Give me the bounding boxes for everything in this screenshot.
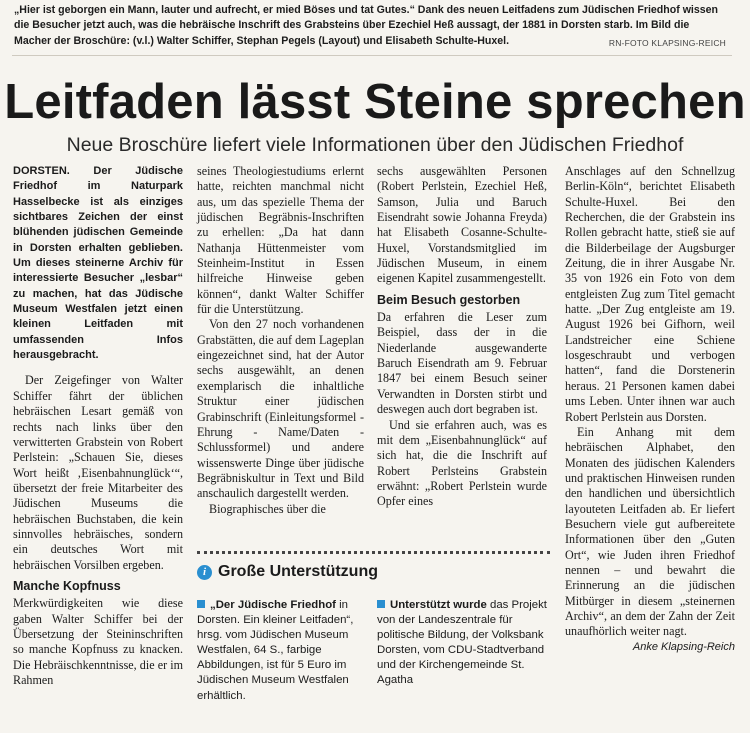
article-column-3 bbox=[377, 164, 547, 510]
caption-text: „Hier ist geborgen ein Mann, lauter und aufrecht, er mied Böses und tat Gutes.“ Dank des neuen Leitfadens zum Jüdischen Friedhof wissen die Besucher jetzt auch, was die hebräische Inschrift des Grabsteins über Ezechiel Heß aussagt, der 1881 in Dorsten starb. Im Bild die Macher der Broschüre: (v.l.) Walter Schiffer, Stephan Pegels (Layout) und Elisabeth Schulte-Huxel. bbox=[14, 4, 719, 47]
section-heading: Beim Besuch gestorben bbox=[377, 292, 521, 307]
paragraph: Von den 27 noch vorhandenen Grabstätten, die auf dem Lageplan eingezeichnet sind, hat der Autor sechs ausgewählt, an denen exemplarisch die inhaltliche Struktur einer jüdischen Grabinschrift (Einleitungsformel - Ehrung - Name/Daten - Schlussformel) und andere wissenswerte Dinge über jüdische Begräbniskultur in Text und Bild anschaulich dargestellt werden. bbox=[197, 317, 364, 501]
paragraph: Anschlages auf den Schnellzug Berlin-Köln“, berichtet Elisabeth Schulte-Huxel. Bei den Recherchen, die der Grabstein ins Rollen gebracht hatte, stieß sie auf die Bilderbeilage der Augsburger Zeitung, die in ihrer Ausgabe Nr. 35 von 1926 ein Foto von dem entgleisten Zug zum Titel gemacht hatte. „Der Zug entgleiste am 19. August 1926 bei Gifhorn, weil Landstreicher eine Schiene losgeschraubt und verbogen hatten“, fand die Dorstenerin heraus. 21 Personen kamen dabei ums Leben. Unter ihnen war auch Robert Perlstein aus Dorsten. bbox=[565, 164, 735, 424]
photo-caption bbox=[14, 3, 726, 51]
infobox-left bbox=[197, 598, 364, 704]
infobox-title-text: Große Unterstützung bbox=[218, 563, 378, 580]
bullet-square-icon bbox=[197, 600, 205, 608]
photo-credit: RN-FOTO KLAPSING-REICH bbox=[608, 37, 726, 48]
article-column-2 bbox=[197, 164, 364, 517]
paragraph: Da erfahren die Leser zum Beispiel, dass der in die Niederlande ausgewanderte Baruch Eisendrath am 9. Februar 1847 bei einem Besuch seiner Verwandten in Dorsten stirbt und deswegen auch dort begraben ist. bbox=[377, 310, 547, 417]
paragraph: sechs ausgewählten Personen (Robert Perlstein, Ezechiel Heß, Samson, Julia und Baruch Eisendraht sowie Johanna Freyda) hat Elisabeth Cosanne-Schulte-Huxel, Vorstandsmitglied im Jüdischen Museum, in einem eigenen Kapitel zusammengestellt. bbox=[377, 164, 547, 286]
infobox-left-text: in Dorsten. Ein kleiner Leitfaden“, hrsg. vom Jüdischen Museum Westfalen, 64 S., farbige Abbildungen, ist für 5 Euro im Jüdischen Museum Westfalen erhältlich. bbox=[197, 599, 354, 702]
infobox-right bbox=[377, 598, 547, 689]
paragraph: Ein Anhang mit dem hebräischen Alphabet, den Monaten des jüdischen Kalenders und praktischen Hinweisen runden den handlichen und übersichtlich layouteten Leitfaden ab. Er liefert Besuchern viele gut aufbereitete Informationen über den „Guten Ort“, wie Juden ihren Friedhof nennen – und bewahrt die Erinnerung an die jüdischen Mitbürger in diesem „steinernen Archiv“, an dem der Zahn der Zeit unaufhörlich weiter nagt. bbox=[565, 424, 735, 639]
paragraph: Der Zeigefinger von Walter Schiffer fährt der üblichen hebräischen Lesart gemäß von rechts nach links über den verwitterten Grabstein von Robert Perlstein: „Schauen Sie, dieses Wort heißt ‚Eisenbahnunglück‘“, übersetzt der freie Mitarbeiter des Jüdischen Museums die hebräischen Buchstaben, die kein sinnvolles hebräisches, sondern ein deutsches Wort mit hebräischen Vorsilben ergeben. bbox=[13, 373, 183, 572]
paragraph: Biographisches über die bbox=[209, 501, 326, 516]
section-heading: Manche Kopfnuss bbox=[13, 578, 121, 593]
headline: Leitfaden lässt Steine sprechen bbox=[4, 75, 746, 129]
article-column-1 bbox=[13, 164, 183, 688]
lead-paragraph: DORSTEN. Der Jüdische Friedhof im Naturpark Hasselbecke ist als einziges sichtbares Zeichen der einst blühenden jüdischen Gemeinde in Dorsten erhalten geblieben. Um dieses steinerne Archiv für interessierte Besucher „lesbar“ zu machen, hat das Jüdische Museum Westfalen jetzt einen kleinen Leitfaden mit umfassenden Infos herausgebracht. bbox=[13, 165, 183, 362]
paragraph: Merkwürdigkeiten wie diese gaben Walter Schiffer bei der Übersetzung der Steininschriften so manche Kopfnuss zu knacken. Die Hebräischkenntnisse, die er im Rahmen bbox=[13, 596, 183, 687]
infobox-divider bbox=[197, 551, 550, 554]
infobox-right-bold: Unterstützt wurde bbox=[390, 599, 487, 611]
infobox-title bbox=[197, 563, 378, 581]
infobox-left-bold: „Der Jüdische Friedhof bbox=[210, 599, 336, 611]
article-column-4 bbox=[565, 164, 735, 655]
paragraph: seines Theologiestudiums erlernt hatte, reichten manchmal nicht aus, um das spezielle Thema der jüdischen Begräbnis-Inschriften zu erhellen: „Da hat dann Nathanja Hüttenmeister vom Steinheim-Institut in Essen hilfreiche Hinweise geben können“, dankt Walter Schiffer für die Unterstützung. bbox=[197, 164, 364, 317]
divider bbox=[12, 55, 732, 56]
paragraph: Und sie erfahren auch, was es mit dem „Eisenbahnunglück“ auf sich hat, die die Inschrift auf Robert Perlsteins Grabstein erwähnt: „Robert Perlstein wurde Opfer eines bbox=[377, 417, 547, 509]
info-icon: i bbox=[197, 565, 212, 580]
author-byline: Anke Klapsing-Reich bbox=[632, 640, 735, 653]
subheadline: Neue Broschüre liefert viele Informationen über den Jüdischen Friedhof bbox=[66, 134, 684, 156]
infobox-right-text: das Projekt von der Landeszentrale für politische Bildung, der Volksbank Dorsten, vom CDU-Stadtverband und der Kirchengemeinde St. Agatha bbox=[377, 599, 547, 687]
bullet-square-icon bbox=[377, 600, 385, 608]
